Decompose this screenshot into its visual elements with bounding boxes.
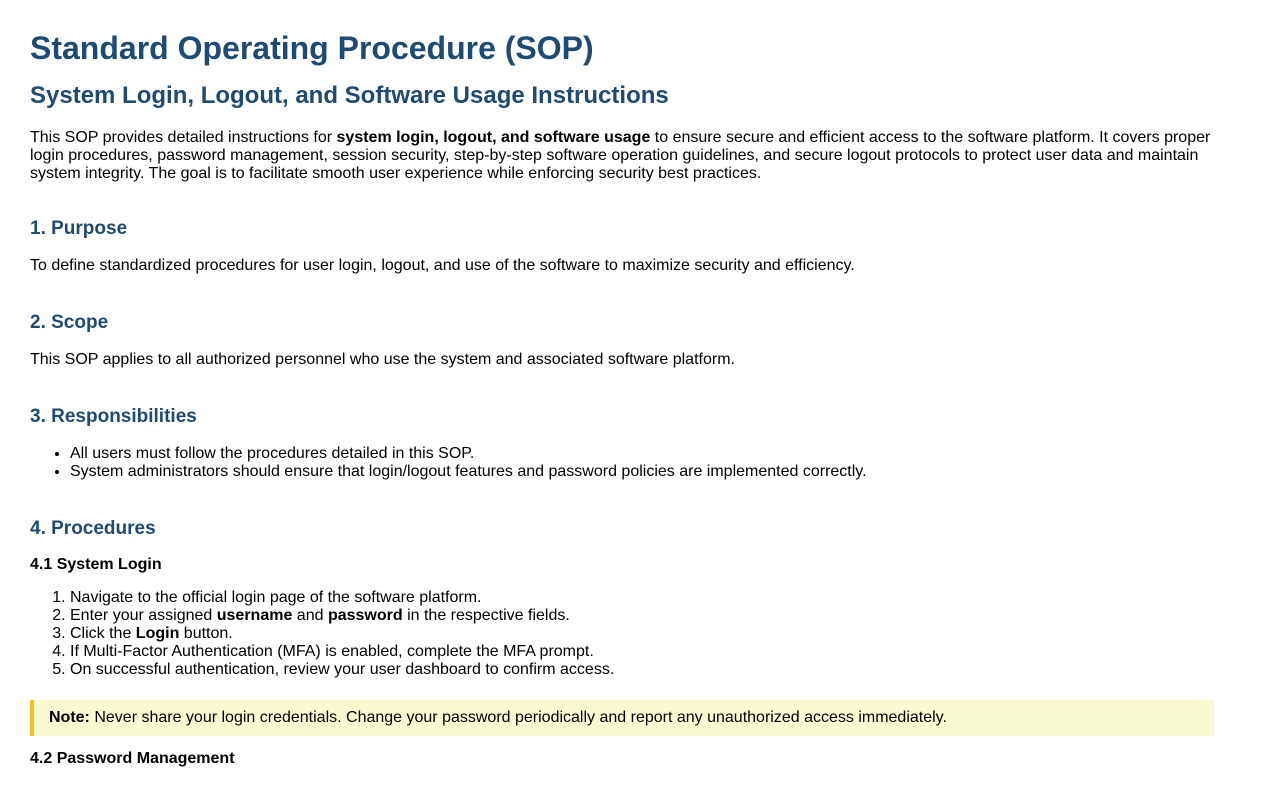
step-text: and [292,607,328,624]
step-text: in the respective fields. [402,607,570,624]
step-text: Enter your assigned [70,607,217,624]
list-item: • System administrators should ensure that login/logout features and password policies are implemented correctly. [70,463,1233,481]
username-term: username [216,607,293,624]
list-item: 1. Navigate to the official login page of the software platform. [70,589,1233,607]
note-callout [30,700,1214,736]
step-text: Click the [70,625,136,642]
procedures-heading: 4. Procedures [30,518,156,539]
note-label: Note: [49,709,90,726]
intro-text-end: to ensure secure and efficient access to the software platform. It covers proper login procedures, password management, session security, step-by-step software operation guidelines, and secure logout protocols to protect user data and maintain system integrity. The goal is to facilitate smooth user experience while enforcing security best practices. [30,129,1211,182]
step-text: button. [179,625,233,642]
purpose-text: To define standardized procedures for user login, logout, and use of the software to maximize security and efficiency. [30,257,855,274]
login-term: Login [135,625,180,642]
page-title: Standard Operating Procedure (SOP) [30,30,594,66]
list-item [70,607,1233,625]
list-item: • All users must follow the procedures detailed in this SOP. [70,445,1233,463]
password-term: password [327,607,403,624]
intro-paragraph [30,129,1233,183]
intro-bold-text: system login, logout, and software usage [336,129,651,146]
list-item: 5. On successful authentication, review your user dashboard to confirm access. [70,661,1233,679]
password-subheading: 4.2 Password Management [30,750,235,767]
page-subtitle: System Login, Logout, and Software Usage Instructions [30,82,669,109]
intro-text-start: This SOP provides detailed instructions for [30,129,337,146]
responsibilities-heading: 3. Responsibilities [30,406,197,427]
scope-heading: 2. Scope [30,312,109,333]
login-steps-list [30,589,1233,679]
list-item [70,625,1233,643]
list-item: 4. If Multi-Factor Authentication (MFA) is enabled, complete the MFA prompt. [70,643,1233,661]
scope-text: This SOP applies to all authorized personnel who use the system and associated software platform. [30,351,735,368]
login-subheading: 4.1 System Login [30,556,162,573]
responsibilities-list [30,445,1233,481]
note-text: Never share your login credentials. Change your password periodically and report any unauthorized access immediately. [89,709,947,726]
purpose-heading: 1. Purpose [30,218,128,239]
